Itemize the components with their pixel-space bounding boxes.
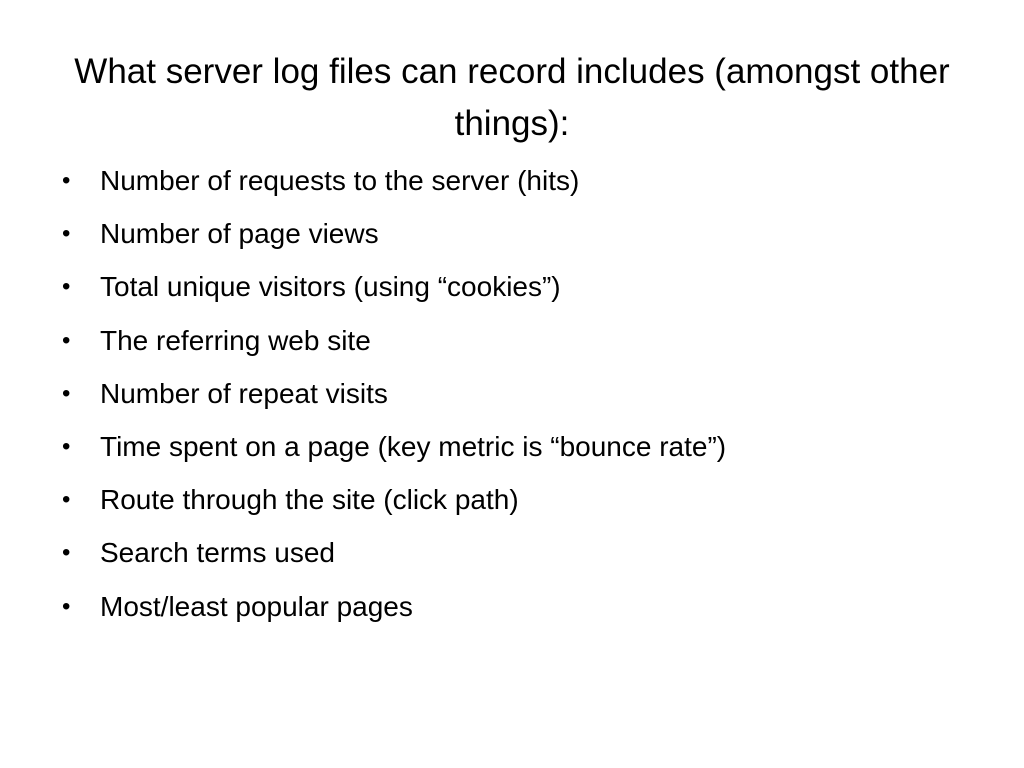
bullet-text: Number of page views — [100, 218, 379, 250]
bullet-icon: • — [62, 592, 71, 620]
list-item — [62, 260, 962, 313]
bullet-text: The referring web site — [100, 324, 371, 356]
bullet-icon: • — [62, 432, 71, 460]
bullet-text: Total unique visitors (using “cookies”) — [100, 271, 561, 303]
list-item — [62, 207, 962, 260]
bullet-text: Time spent on a page (key metric is “bounce rate”) — [100, 430, 727, 462]
list-item — [62, 314, 962, 367]
list-item — [62, 367, 962, 420]
bullet-list — [62, 154, 962, 633]
list-item — [62, 526, 962, 579]
bullet-text: Most/least popular pages — [100, 590, 413, 622]
bullet-text: Search terms used — [100, 537, 335, 569]
bullet-icon: • — [62, 379, 71, 407]
list-item — [62, 580, 962, 633]
list-item — [62, 154, 962, 207]
bullet-icon: • — [62, 167, 71, 194]
bullet-text: Number of requests to the server (hits) — [100, 165, 580, 196]
bullet-icon: • — [62, 326, 71, 354]
list-item — [62, 420, 962, 473]
slide-title: What server log files can record includes (amongst other things): — [74, 52, 950, 143]
bullet-icon: • — [62, 486, 71, 514]
list-item — [62, 473, 962, 526]
bullet-icon: • — [62, 539, 71, 567]
bullet-text: Route through the site (click path) — [100, 484, 519, 516]
bullet-text: Number of repeat visits — [100, 377, 388, 409]
bullet-icon: • — [62, 220, 71, 248]
bullet-icon: • — [62, 273, 71, 301]
